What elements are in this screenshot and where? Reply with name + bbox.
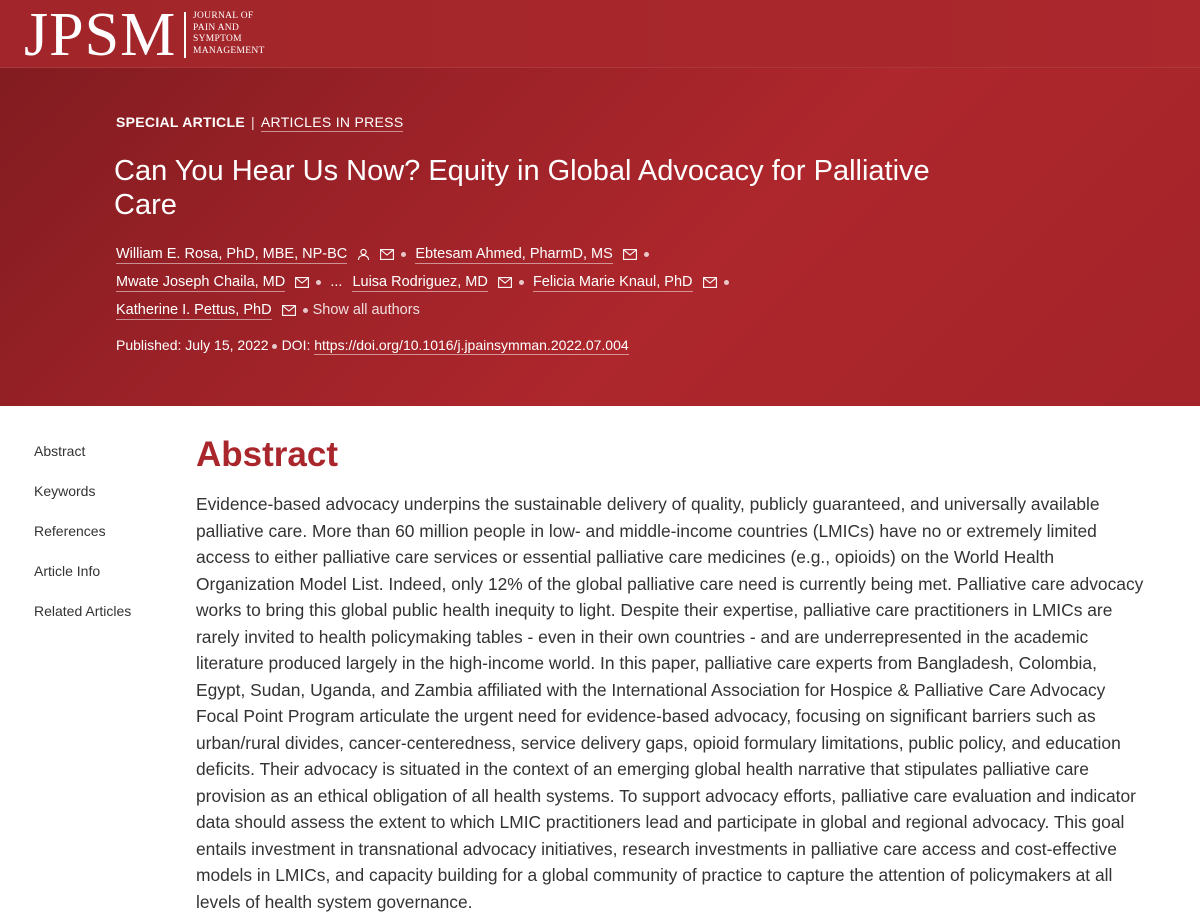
author-name[interactable]: Ebtesam Ahmed, PharmD, MS	[415, 246, 613, 262]
journal-subtitle[interactable]	[193, 11, 293, 57]
email-icon[interactable]	[703, 277, 717, 288]
author-name[interactable]: Felicia Marie Knaul, PhD	[532, 274, 693, 290]
author-list	[116, 240, 816, 324]
journal-subtitle-line: JOURNAL OF	[193, 11, 254, 21]
author-separator-dot	[519, 280, 524, 285]
email-icon[interactable]	[282, 305, 296, 316]
articles-in-press-link[interactable]: ARTICLES IN PRESS	[260, 114, 404, 130]
article-title: Can You Hear Us Now? Equity in Global Advocacy for Palliative Care	[114, 155, 930, 221]
author-name[interactable]: Luisa Rodriguez, MD	[352, 274, 488, 290]
show-all-authors-button[interactable]: Show all authors	[312, 302, 420, 318]
publication-meta	[116, 337, 629, 353]
journal-subtitle-line: SYMPTOM	[193, 34, 242, 44]
abstract-heading: Abstract	[196, 435, 338, 474]
author-separator-dot	[316, 280, 321, 285]
author-item[interactable]	[529, 274, 721, 290]
author-item[interactable]	[116, 246, 398, 262]
author-name[interactable]: Katherine I. Pettus, PhD	[116, 302, 272, 318]
author-name[interactable]: Mwate Joseph Chaila, MD	[116, 274, 286, 290]
published-date: Published: July 15, 2022	[116, 337, 269, 353]
email-icon[interactable]	[295, 277, 309, 288]
article-section-nav	[34, 442, 174, 642]
nav-item-article-info[interactable]: Article Info	[34, 563, 101, 579]
doi-label: DOI:	[281, 337, 311, 353]
meta-separator-dot	[272, 344, 277, 349]
author-item[interactable]	[348, 274, 516, 290]
doi-link[interactable]: https://doi.org/10.1016/j.jpainsymman.2022.07.004	[314, 337, 629, 353]
author-item[interactable]	[116, 274, 313, 290]
breadcrumb-separator: |	[250, 114, 255, 130]
email-icon[interactable]	[498, 277, 512, 288]
journal-subtitle-line: PAIN AND	[193, 22, 240, 33]
logo-divider	[184, 12, 186, 58]
author-item[interactable]	[116, 302, 300, 318]
nav-item-abstract[interactable]: Abstract	[34, 443, 86, 459]
journal-logo[interactable]: JPSM	[24, 1, 177, 69]
nav-item-keywords[interactable]: Keywords	[34, 483, 96, 499]
authors-ellipsis: ...	[330, 274, 343, 290]
article-header	[0, 0, 1200, 406]
author-separator-dot	[644, 252, 649, 257]
author-item[interactable]	[411, 246, 641, 262]
journal-topbar	[0, 0, 1200, 68]
nav-item-related-articles[interactable]: Related Articles	[34, 603, 132, 619]
abstract-text: Evidence-based advocacy underpins the sustainable delivery of quality, publicly guaranteed, and universally available palliative care. More than 60 million people in low- and middle-income countries (LMICs) have no or extremely limited access to either palliative care services or essential palliative care medicines (e.g., opioids) on the World Health Organization Model List. Indeed, only 12% of the global palliative care need is currently being met. Palliative care advocacy works to bring this global public health inequity to light. Despite their expertise, palliative care practitioners in LMICs are rarely invited to health policymaking tables - even in their own countries - and are underrepresented in the academic literature produced largely in the high-income world. In this paper, palliative care experts from Bangladesh, Colombia, Egypt, Sudan, Uganda, and Zambia affiliated with the International Association for Hospice & Palliative Care Advocacy Focal Point Program articulate the urgent need for evidence-based advocacy, focusing on significant barriers such as urban/rural divides, cancer-centeredness, service delivery gaps, opioid formulary limitations, public policy, and education deficits. Their advocacy is situated in the context of an emerging global health narrative that stipulates palliative care provision as an ethical obligation of all health systems. To support advocacy efforts, palliative care evaluation and indicator data should assess the extent to which LMIC practitioners lead and participate in global and regional advocacy. This goal entails investment in transnational advocacy initiatives, research investments in palliative care access and cost-effective models in LMICs, and capacity building for a global community of practice to capture the attention of policymakers at all levels of health system governance.	[196, 494, 1144, 912]
article-breadcrumb	[116, 114, 403, 130]
person-icon[interactable]	[357, 248, 370, 261]
author-separator-dot	[724, 280, 729, 285]
author-separator-dot	[303, 308, 308, 313]
journal-subtitle-line: MANAGEMENT	[193, 45, 265, 56]
email-icon[interactable]	[623, 249, 637, 260]
author-name[interactable]: William E. Rosa, PhD, MBE, NP-BC	[116, 246, 348, 262]
nav-item-references[interactable]: References	[34, 523, 106, 539]
author-separator-dot	[401, 252, 406, 257]
article-type: SPECIAL ARTICLE	[116, 114, 245, 130]
email-icon[interactable]	[380, 249, 394, 260]
